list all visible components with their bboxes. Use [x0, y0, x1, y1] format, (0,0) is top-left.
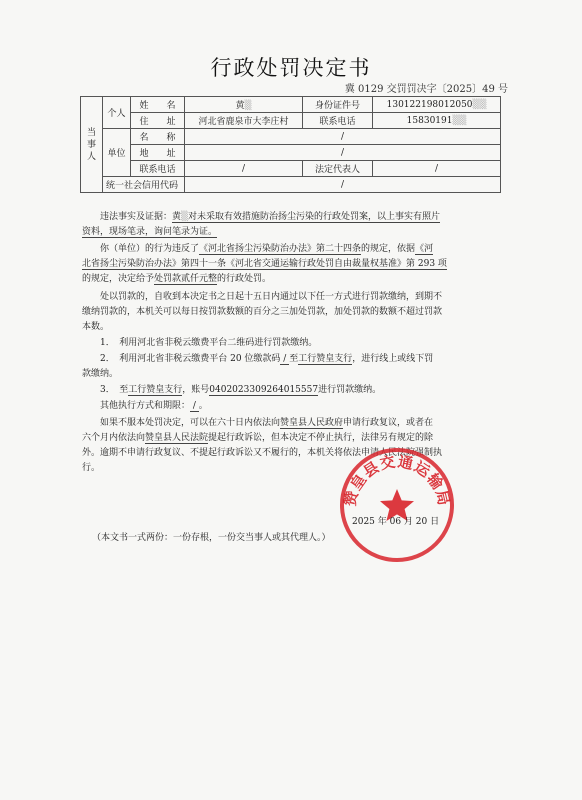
document-number: 冀 0129 交罚罚决字〔2025〕49 号	[344, 84, 508, 95]
individual-label: 个人	[103, 97, 131, 129]
legal-rep-label: 法定代表人	[303, 161, 373, 177]
id-value: 130122198012050▒▒	[373, 97, 501, 113]
unit-address-value: /	[185, 145, 501, 161]
credit-code-value: /	[185, 177, 501, 193]
party-group-label: 当事人	[81, 97, 103, 193]
name-label: 姓 名	[131, 97, 185, 113]
address-value: 河北省鹿泉市大李庄村	[185, 113, 303, 129]
other-execution: 其他执行方式和期限： / 。	[100, 401, 208, 411]
unit-phone-value: /	[185, 161, 303, 177]
address-label: 住 址	[131, 113, 185, 129]
official-seal-stamp	[337, 445, 457, 565]
unit-address-label: 地 址	[131, 145, 185, 161]
unit-phone-label: 联系电话	[131, 161, 185, 177]
id-label: 身份证件号	[303, 97, 373, 113]
basis-paragraph: 你（单位）的行为违反了《河北省扬尘污染防治办法》第二十四条的规定，依据《河 北省扬尘污染防治办法》第四十一条《河北省交通运输行政处罚自由裁量权基准》第 293 项 的规定，决定给予处罚款贰仟元整的行政处罚。	[82, 244, 447, 284]
document-title: 行政处罚决定书	[210, 56, 372, 80]
credit-code-label: 统一社会信用代码	[103, 177, 185, 193]
party-info-table	[80, 96, 501, 193]
unit-name-value: /	[185, 129, 501, 145]
payment-paragraph: 处以罚款的，自收到本决定书之日起十五日内通过以下任一方式进行罚款缴纳，到期不 缴纳罚款的，本机关可以每日按罚款数额的百分之三加处罚款，加处罚款的数额不超过罚款 本数。	[82, 292, 443, 332]
facts-paragraph: 违法事实及证据：黄▒对未采取有效措施防治扬尘污染的行政处罚案，以上事实有照片 资料，现场笔录，询问笔录为证。	[82, 212, 440, 237]
phone-label: 联系电话	[303, 113, 373, 129]
payment-method-1: 1． 利用河北省非税云缴费平台二维码进行罚款缴纳。	[100, 338, 318, 348]
appeal-paragraph: 如果不服本处罚决定，可以在六十日内依法向赞皇县人民政府申请行政复议，或者在 六个月内依法向赞皇县人民法院提起行政诉讼，但本决定不停止执行，法律另有规定的除 外。逾期不申请行政复议、不提起行政诉讼又不履行的，本机关将依法申请人民法院强制执 行。	[82, 418, 443, 473]
legal-rep-value: /	[373, 161, 501, 177]
unit-label: 单位	[103, 129, 131, 177]
name-value: 黄▒	[185, 97, 303, 113]
payment-method-2: 2． 利用河北省非税云缴费平台 20 位缴款码 / 至工行赞皇支行，进行线上或线下罚 款缴纳。	[82, 354, 434, 379]
phone-value: 15830191▒▒	[373, 113, 501, 129]
payment-method-3: 3． 至工行赞皇支行，账号0402023309264015557进行罚款缴纳。	[100, 385, 382, 395]
seal-text: 赞皇县交通运输局	[340, 452, 454, 509]
decision-date: 2025 年 06 月 20 日	[352, 517, 440, 527]
unit-name-label: 名 称	[131, 129, 185, 145]
document-copies-note: （本文书一式两份：一份存根，一份交当事人或其代理人。）	[92, 533, 331, 543]
